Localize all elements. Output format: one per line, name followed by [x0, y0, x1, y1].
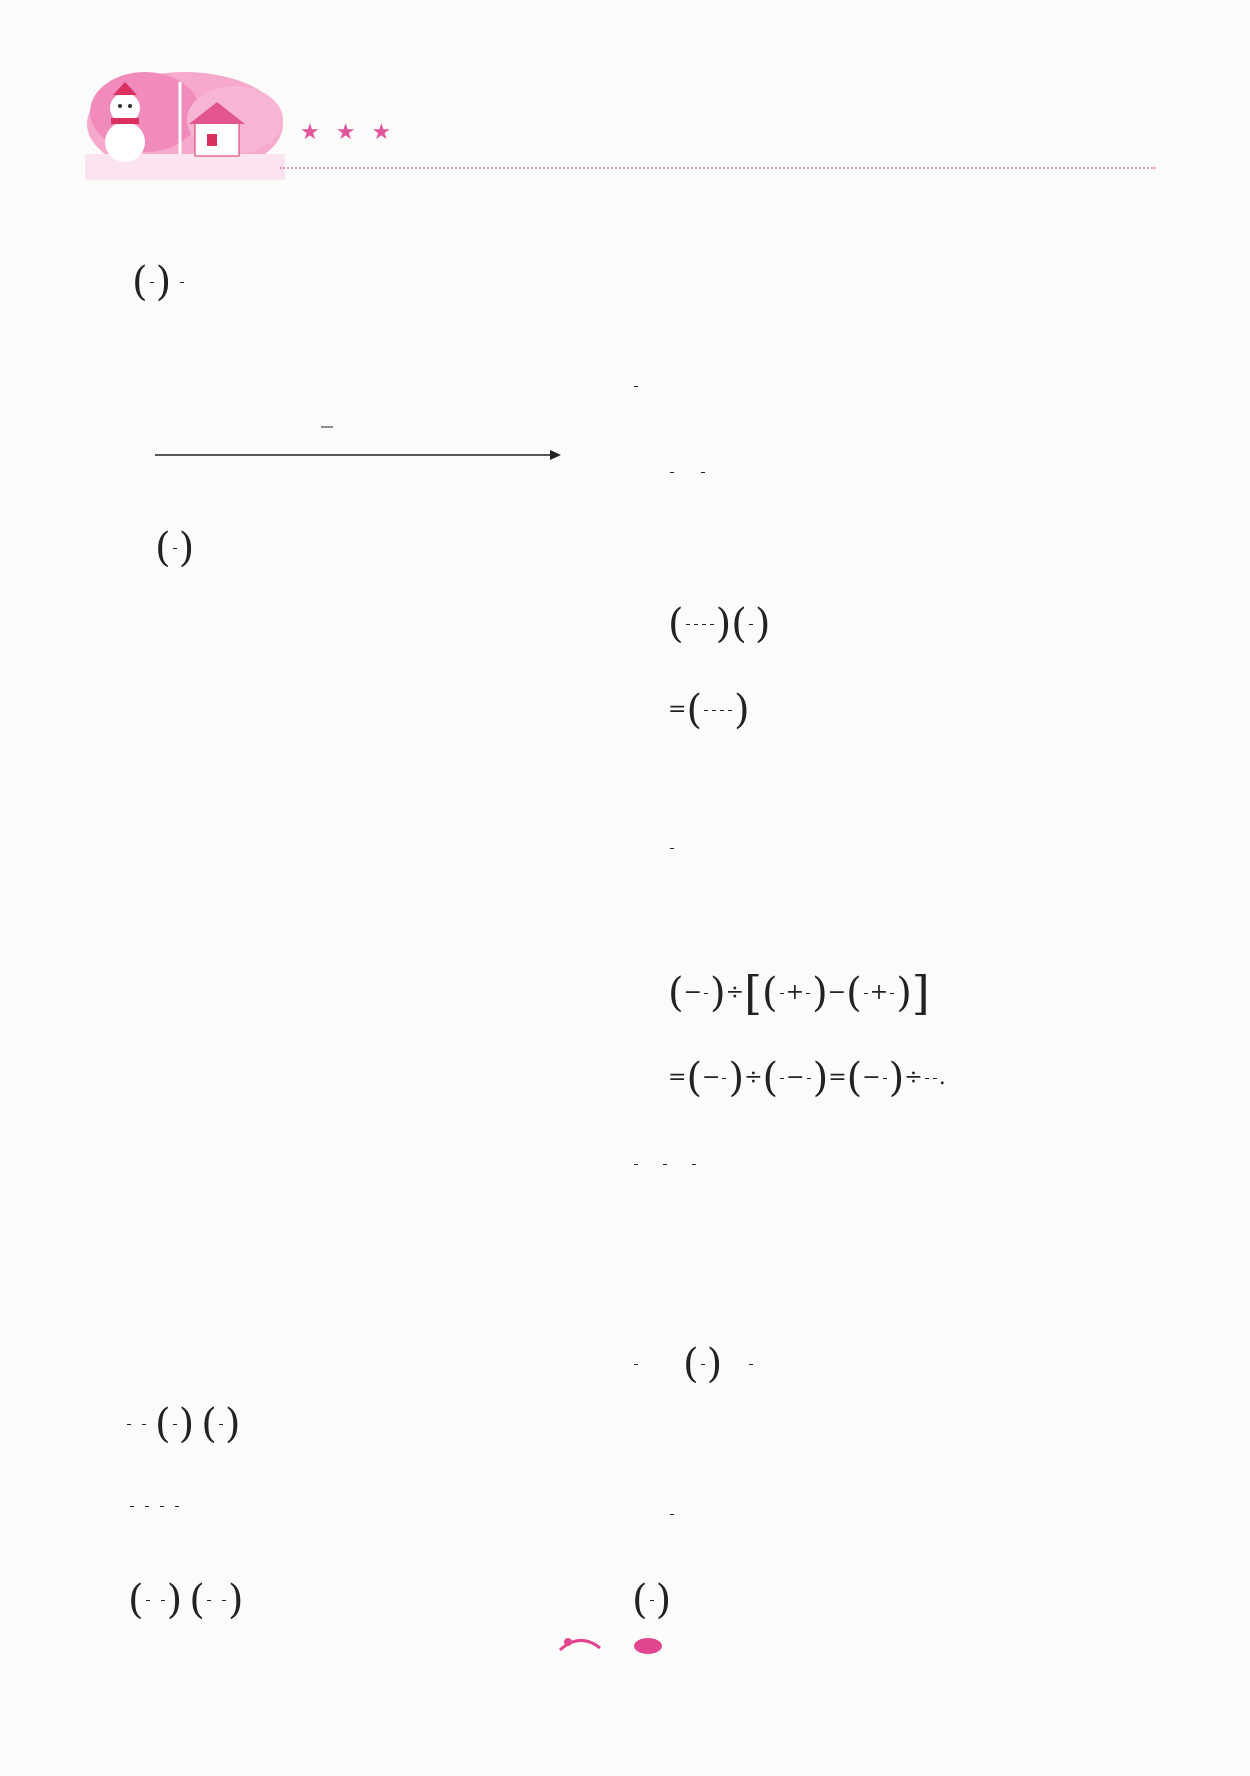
- stars-decoration: ★★★: [300, 120, 408, 145]
- snowman-house-illustration: [85, 62, 285, 180]
- p78-expression-line-3: ( ) ( ): [128, 1577, 244, 1623]
- header-dotted-divider: [280, 167, 1156, 169]
- fraction: [180, 282, 184, 283]
- reciprocal-line: ( )( ): [668, 601, 771, 647]
- page-number-ornament: [540, 1622, 670, 1662]
- p78-expression-line-1: ( ) ( ): [125, 1404, 240, 1444]
- p1112-fill-line-3: [668, 1500, 690, 1529]
- p1112-fill-line-1: ( ): [632, 1344, 755, 1384]
- method1-result: [668, 834, 676, 863]
- question-2-line-1: ( ): [118, 262, 186, 302]
- p910-fill-line-1: [632, 372, 640, 401]
- reciprocal-line-2: =( ): [668, 687, 750, 733]
- p910-part4: [632, 1150, 698, 1179]
- p910-fill-line-2: [668, 458, 707, 487]
- ordering-line-1: ( ): [155, 525, 195, 571]
- fraction: [150, 282, 154, 283]
- fraction: [173, 548, 177, 549]
- p1112-part3-line-1: ( ): [632, 1577, 672, 1623]
- number-line: [155, 410, 565, 490]
- p78-expression-line-2: [128, 1492, 181, 1521]
- method2-line-2: =(− )÷( − )=(− )÷ .: [668, 1055, 946, 1101]
- method2-line-1: (− )÷[( + )−( + )]: [668, 966, 930, 1020]
